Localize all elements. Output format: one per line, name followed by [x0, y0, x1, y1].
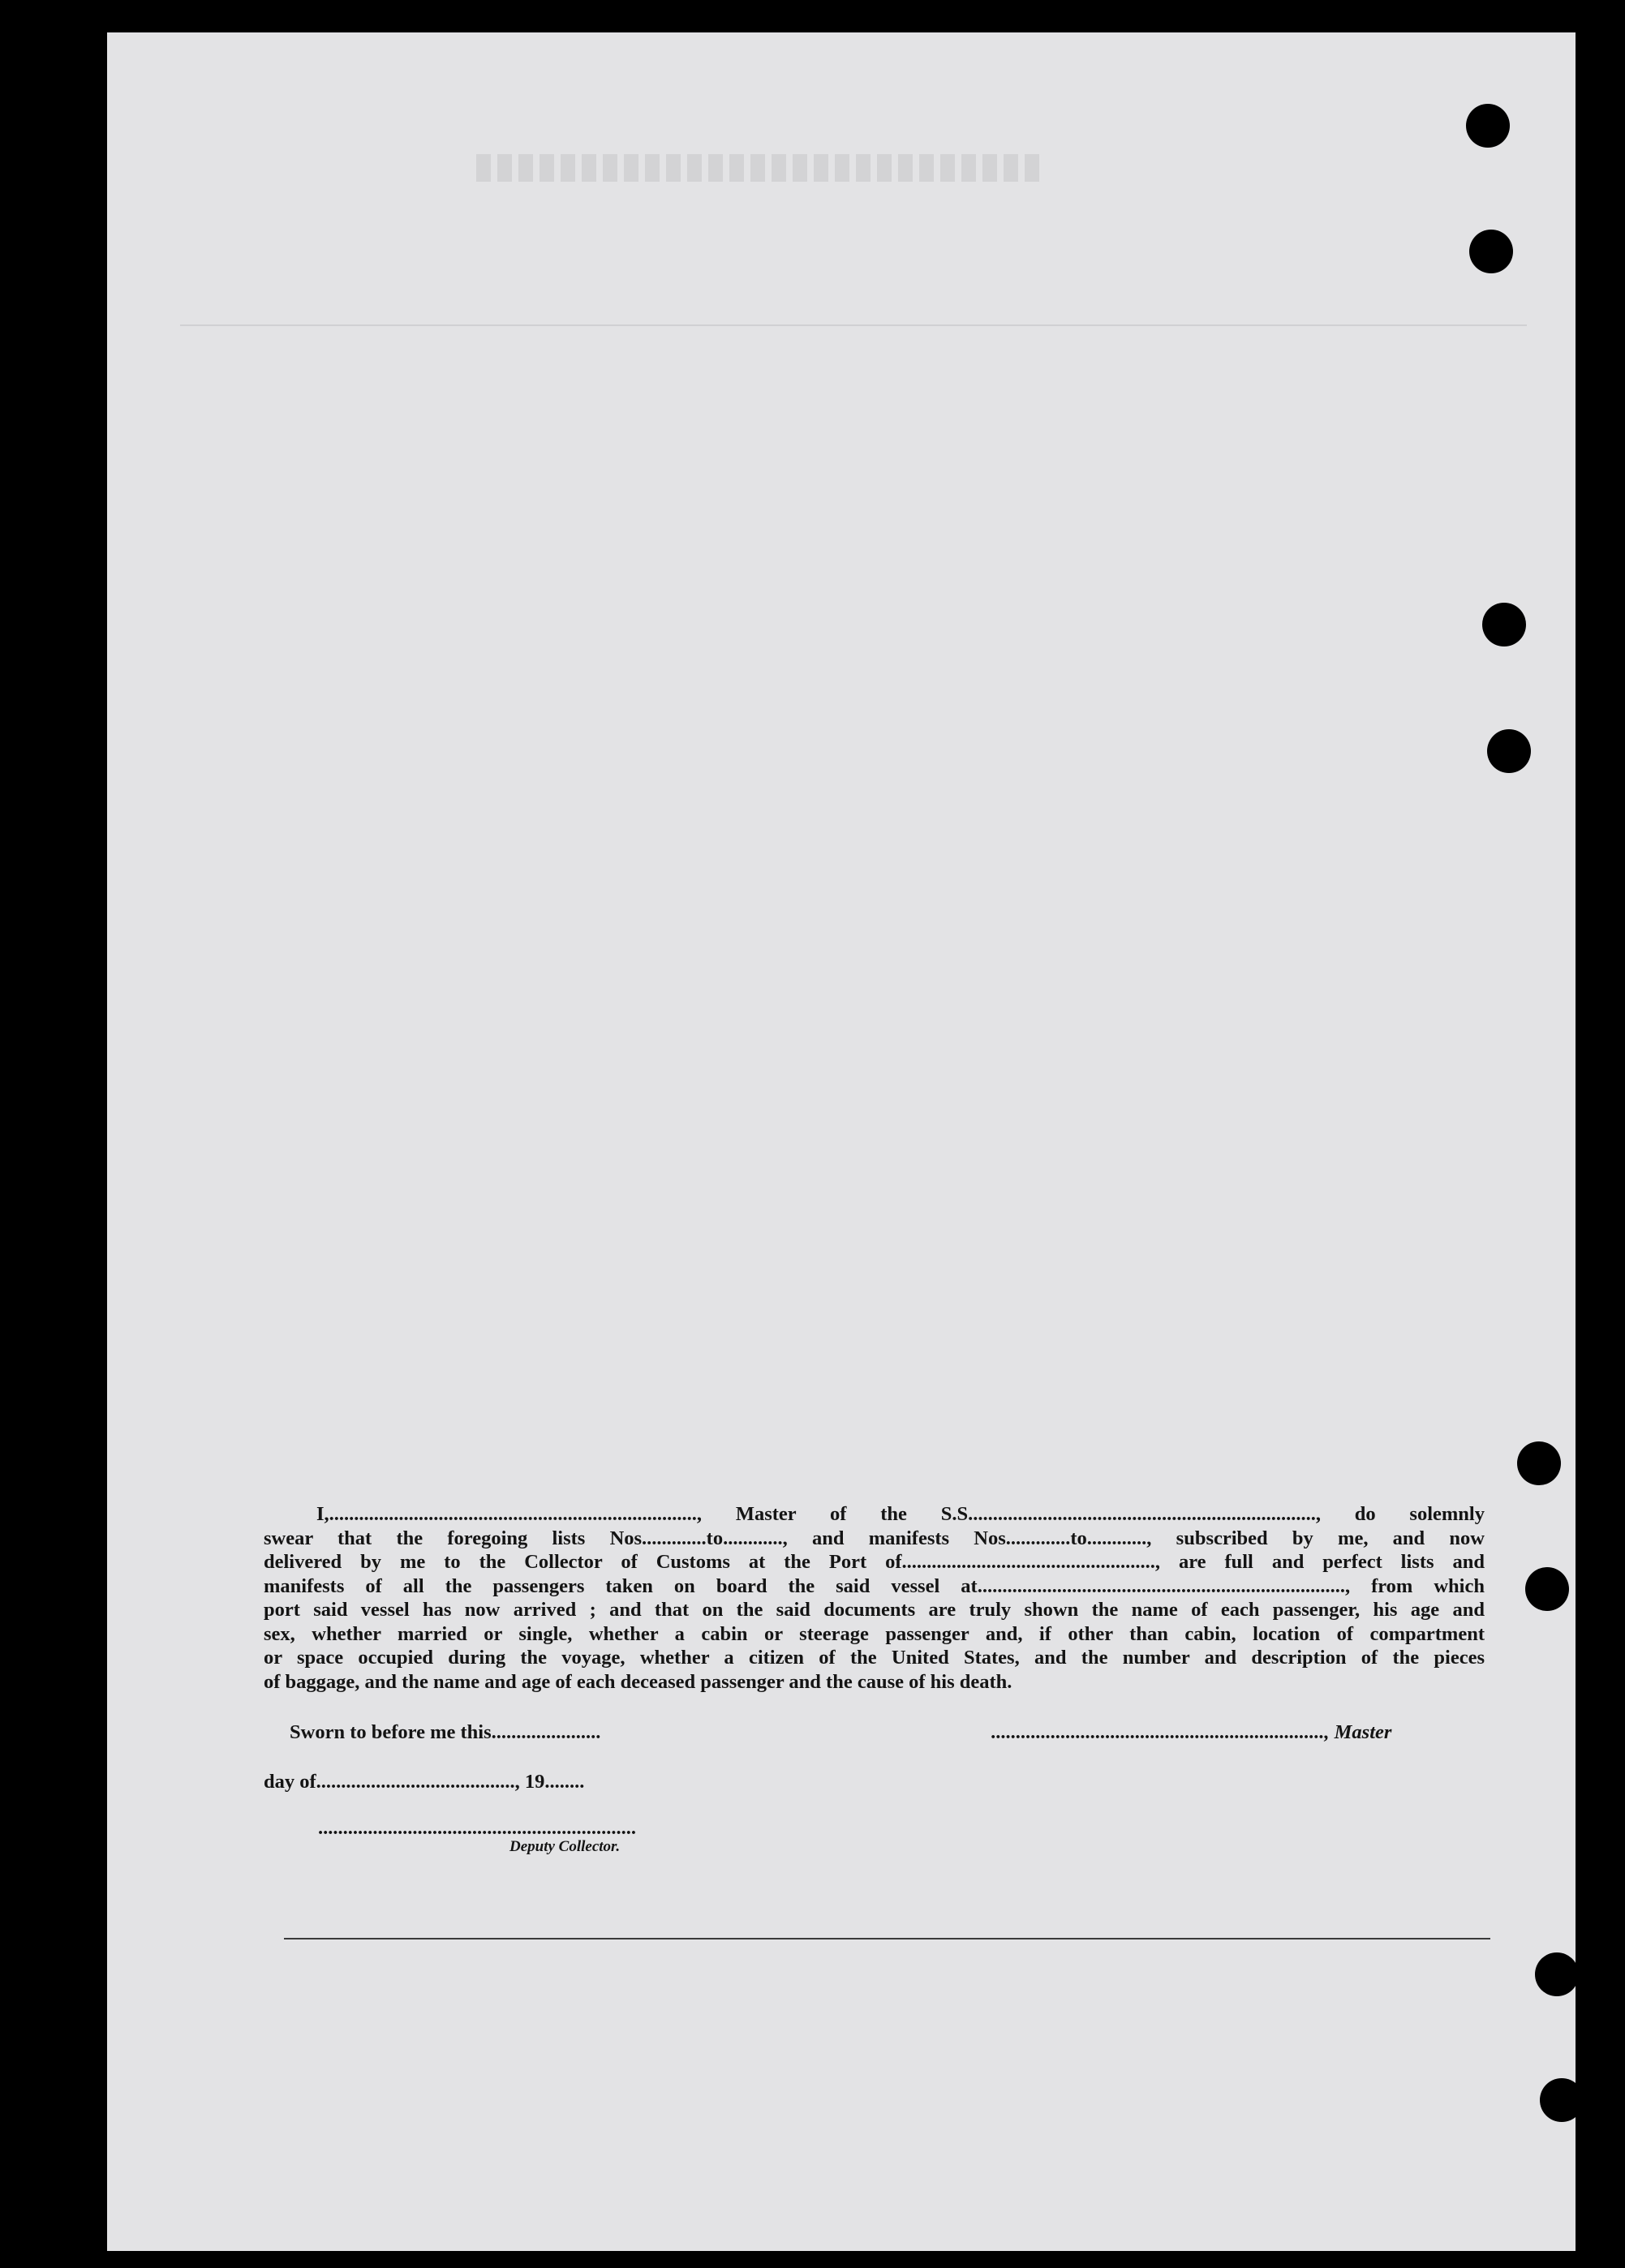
- oath-line: swear that the foregoing lists Nos.............to............, and manifests Nos.............to............, subscribed by me, and now: [264, 1527, 1485, 1549]
- oath-paragraph: [264, 1502, 1485, 1694]
- oath-line: I,.........................................................................., Master of the S.S......................................................................, do solemnly: [316, 1503, 1485, 1525]
- oath-line: sex, whether married or single, whether a cabin or steerage passenger and, if other than cabin, location of compartment: [264, 1622, 1485, 1645]
- punch-hole: [1469, 230, 1513, 273]
- punch-hole: [1540, 2078, 1584, 2122]
- oath-line: delivered by me to the Collector of Customs at the Port of..................................................., are full and perfect lists and: [264, 1551, 1485, 1573]
- punch-hole: [1535, 1952, 1579, 1996]
- bleed-through-header: [476, 154, 1044, 182]
- bottom-rule: [284, 1938, 1490, 1939]
- day-line: day of........................................, 19........: [264, 1771, 585, 1793]
- oath-line: of baggage, and the name and age of each deceased passenger and the cause of his death.: [264, 1670, 1012, 1693]
- deputy-collector-label: Deputy Collector.: [509, 1838, 621, 1855]
- oath-line: port said vessel has now arrived ; and that on the said documents are truly shown the name of each passenger, his age and: [264, 1599, 1485, 1621]
- master-signature-line: ..................................................................., Master: [991, 1721, 1392, 1743]
- punch-hole: [1482, 603, 1526, 646]
- oath-line: manifests of all the passengers taken on board the said vessel at.........................................................................., from which: [264, 1574, 1485, 1597]
- punch-hole: [1517, 1441, 1561, 1485]
- document-page: [107, 32, 1576, 2251]
- punch-hole: [1487, 729, 1531, 773]
- bleed-through-rule: [180, 324, 1527, 326]
- oath-line: or space occupied during the voyage, whether a citizen of the United States, and the number and description of the pieces: [264, 1647, 1485, 1669]
- punch-hole: [1466, 104, 1510, 148]
- sworn-line: Sworn to before me this......................: [290, 1721, 601, 1743]
- deputy-signature-line: ................................................................: [318, 1817, 636, 1839]
- punch-hole: [1525, 1567, 1569, 1611]
